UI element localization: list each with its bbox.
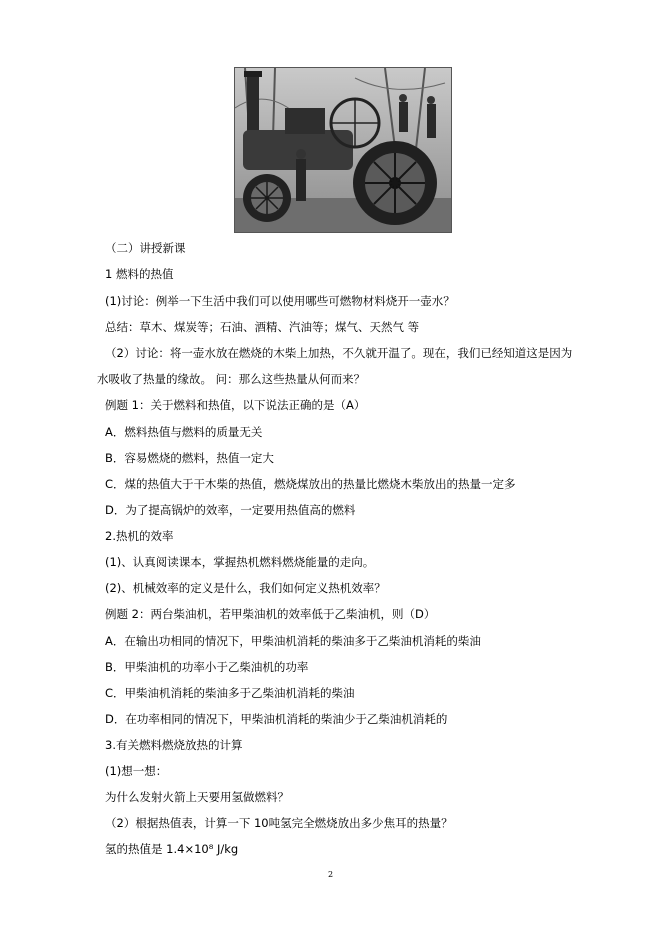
- text-line: 为什么发射火箭上天要用氢做燃料？: [105, 790, 289, 804]
- option-a: A．燃料热值与燃料的质量无关: [105, 425, 263, 439]
- subsection-heading: 3.有关燃料燃烧放热的计算: [105, 738, 243, 752]
- option-a: A．在输出功相同的情况下，甲柴油机消耗的柴油多于乙柴油机消耗的柴油: [105, 634, 481, 648]
- example-question: 例题 2：两台柴油机，若甲柴油机的效率低于乙柴油机，则（D）: [105, 607, 436, 621]
- text-line: 水吸收了热量的缘故。 问：那么这些热量从何而来？: [97, 372, 366, 386]
- option-c: C．煤的热值大于干木柴的热值，燃烧煤放出的热量比燃烧木柴放出的热量一定多: [105, 477, 516, 491]
- option-b: B．容易燃烧的燃料，热值一定大: [105, 451, 274, 465]
- text-line: 总结：草木、煤炭等；石油、酒精、汽油等；煤气、天然气 等: [105, 320, 420, 334]
- option-d: D．为了提高锅炉的效率，一定要用热值高的燃料: [105, 503, 356, 517]
- option-d: D．在功率相同的情况下，甲柴油机消耗的柴油少于乙柴油机消耗的: [105, 712, 448, 726]
- text-line: 氢的热值是 1.4×10⁸ J/kg: [105, 842, 239, 856]
- text-line: （2）根据热值表，计算一下 10吨氢完全燃烧放出多少焦耳的热量？: [105, 816, 453, 830]
- text-line: (1)讨论：例举一下生活中我们可以使用哪些可燃物材料烧开一壶水？: [105, 294, 455, 308]
- section-heading: （二）讲授新课: [105, 241, 186, 255]
- text-line: (1)想一想：: [105, 764, 168, 778]
- option-b: B．甲柴油机的功率小于乙柴油机的功率: [105, 660, 309, 674]
- example-question: 例题 1：关于燃料和热值，以下说法正确的是（A）: [105, 398, 366, 412]
- text-line: (2)、机械效率的定义是什么，我们如何定义热机效率？: [105, 581, 386, 595]
- subsection-heading: 1 燃料的热值: [105, 267, 174, 281]
- option-c: C．甲柴油机消耗的柴油多于乙柴油机消耗的柴油: [105, 686, 355, 700]
- steam-engine-photo: [234, 67, 452, 233]
- text-line: （2）讨论：将一壶水放在燃烧的木柴上加热，不久就开温了。现在，我们已经知道这是因为: [105, 346, 573, 360]
- page-number: 2: [327, 870, 334, 879]
- subsection-heading: 2.热机的效率: [105, 529, 174, 543]
- text-line: (1)、认真阅读课本，掌握热机燃料燃烧能量的走向。: [105, 555, 375, 569]
